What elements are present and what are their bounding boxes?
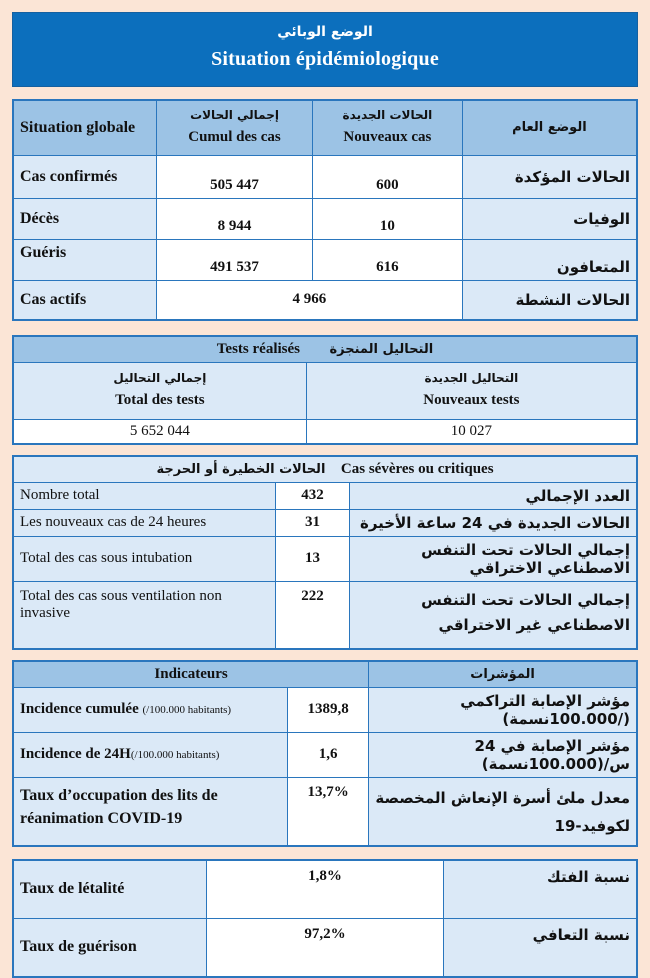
severe-value-new24h: 31 — [275, 509, 350, 536]
indicator-label-icu-ar: معدل ملئ أسرة الإنعاش المخصصة لكوفيد-19 — [369, 777, 637, 846]
severe-label-noninvasive-ar: إجمالي الحالات تحت التنفس الاصطناعي غير الاختراقي — [350, 581, 637, 649]
indicator-value-icu: 13,7% — [288, 777, 369, 846]
indicator-value-cumulative: 1389,8 — [288, 687, 369, 732]
indicators-title-row — [13, 661, 637, 688]
value-recovered-new: 616 — [313, 239, 463, 280]
row-label-active-ar: الحالات النشطة — [462, 280, 637, 320]
col-header-situation-fr: Situation globale — [13, 100, 157, 155]
severe-label-intubation-fr: Total des cas sous intubation — [13, 536, 275, 581]
severe-value-intubation: 13 — [275, 536, 350, 581]
severe-label-new24h-fr: Les nouveaux cas de 24 heures — [13, 509, 275, 536]
tests-table — [12, 335, 638, 445]
indicator-row-24h — [13, 732, 637, 777]
tests-col-new-fr: Nouveaux tests — [423, 392, 520, 409]
col-header-new-ar: الحالات الجديدة — [342, 108, 433, 122]
indicator-label-24h-sub: (/100.000 habitants) — [130, 749, 220, 762]
value-deaths-total: 8 944 — [157, 198, 313, 239]
spacer — [12, 445, 638, 455]
severe-label-total-fr: Nombre total — [13, 482, 275, 509]
table-header-row — [13, 100, 637, 155]
severe-title-row — [13, 456, 637, 483]
severe-label-total-ar: العدد الإجمالي — [350, 482, 637, 509]
col-header-new-fr: Nouveaux cas — [343, 129, 432, 146]
row-label-confirmed-fr: Cas confirmés — [13, 155, 157, 198]
tests-total-value: 5 652 044 — [13, 419, 306, 444]
indicator-label-cumulative — [13, 687, 288, 732]
indicators-title-ar: المؤشرات — [369, 661, 637, 688]
row-label-recovered-ar: المتعافون — [462, 239, 637, 280]
spacer — [12, 650, 638, 660]
severe-row-noninvasive — [13, 581, 637, 649]
row-label-deaths-ar: الوفيات — [462, 198, 637, 239]
severe-title — [13, 456, 637, 483]
rates-table — [12, 859, 638, 978]
header-title-french: Situation épidémiologique — [211, 48, 439, 70]
rate-label-recovery-ar: نسبة التعافي — [444, 918, 637, 977]
indicator-row-cumulative — [13, 687, 637, 732]
tests-values-row — [13, 419, 637, 444]
severe-cases-table — [12, 455, 638, 650]
indicator-label-24h-fr: Incidence de 24H — [20, 746, 131, 763]
severe-label-new24h-ar: الحالات الجديدة في 24 ساعة الأخيرة — [350, 509, 637, 536]
rate-row-recovery — [13, 918, 637, 977]
rate-label-fatality-fr: Taux de létalité — [13, 860, 206, 919]
rate-value-recovery: 97,2% — [206, 918, 443, 977]
indicator-value-24h: 1,6 — [288, 732, 369, 777]
table-row-recovered — [13, 239, 637, 280]
table-row-active — [13, 280, 637, 320]
table-row-deaths — [13, 198, 637, 239]
severe-title-fr: Cas sévères ou critiques — [340, 460, 494, 477]
value-deaths-new: 10 — [313, 198, 463, 239]
indicator-label-24h — [13, 732, 288, 777]
tests-col-total — [13, 362, 306, 419]
table-row-confirmed — [13, 155, 637, 198]
row-label-active-fr: Cas actifs — [13, 280, 157, 320]
page-header — [12, 12, 638, 87]
col-header-total — [157, 100, 313, 155]
indicator-row-icu — [13, 777, 637, 846]
header-title-arabic: الوضع الوبائي — [277, 24, 373, 40]
value-confirmed-total: 505 447 — [157, 155, 313, 198]
tests-title-ar: التحاليل المنجزة — [329, 341, 434, 357]
tests-col-total-ar: إجمالي التحاليل — [113, 370, 207, 385]
value-active: 4 966 — [157, 280, 463, 320]
tests-title-fr: Tests réalisés — [216, 340, 300, 357]
severe-value-total: 432 — [275, 482, 350, 509]
tests-col-total-fr: Total des tests — [115, 392, 205, 409]
rate-label-recovery-fr: Taux de guérison — [13, 918, 206, 977]
col-header-new — [313, 100, 463, 155]
spacer — [12, 87, 638, 99]
indicators-table — [12, 660, 638, 847]
col-header-total-fr: Cumul des cas — [188, 129, 281, 146]
value-confirmed-new: 600 — [313, 155, 463, 198]
indicator-label-cumulative-fr: Incidence cumulée — [20, 701, 139, 718]
epidemiological-dashboard — [0, 12, 650, 956]
tests-title-row — [13, 336, 637, 363]
tests-title — [13, 336, 637, 363]
severe-row-total — [13, 482, 637, 509]
indicators-title-fr-cell — [13, 661, 369, 688]
rate-value-fatality: 1,8% — [206, 860, 443, 919]
severe-label-intubation-ar: إجمالي الحالات تحت التنفس الاصطناعي الاختراقي — [350, 536, 637, 581]
spacer — [12, 321, 638, 335]
row-label-confirmed-ar: الحالات المؤكدة — [462, 155, 637, 198]
col-header-total-ar: إجمالي الحالات — [190, 108, 279, 122]
indicator-label-24h-ar: مؤشر الإصابة في 24 س/(100.000نسمة) — [369, 732, 637, 777]
spacer — [12, 847, 638, 859]
col-header-situation-ar: الوضع العام — [462, 100, 637, 155]
indicators-title-fr: Indicateurs — [154, 665, 228, 682]
row-label-deaths-fr: Décès — [13, 198, 157, 239]
severe-label-noninvasive-fr: Total des cas sous ventilation non invasive — [13, 581, 275, 649]
severe-value-noninvasive: 222 — [275, 581, 350, 649]
tests-col-new — [306, 362, 637, 419]
severe-title-ar: الحالات الخطيرة أو الحرجة — [156, 461, 326, 477]
tests-new-value: 10 027 — [306, 419, 637, 444]
indicator-label-cumulative-sub: (/100.000 habitants) — [142, 704, 232, 717]
tests-col-new-ar: التحاليل الجديدة — [424, 370, 519, 385]
rate-row-fatality — [13, 860, 637, 919]
rate-label-fatality-ar: نسبة الفتك — [444, 860, 637, 919]
row-label-recovered-fr: Guéris — [13, 239, 157, 280]
indicator-label-icu-fr: Taux d’occupation des lits de réanimation COVID-19 — [13, 777, 288, 846]
severe-row-new24h — [13, 509, 637, 536]
value-recovered-total: 491 537 — [157, 239, 313, 280]
global-situation-table — [12, 99, 638, 321]
severe-row-intubation — [13, 536, 637, 581]
tests-header-row — [13, 362, 637, 419]
indicator-label-cumulative-ar: مؤشر الإصابة التراكمي (/100.000نسمة) — [369, 687, 637, 732]
